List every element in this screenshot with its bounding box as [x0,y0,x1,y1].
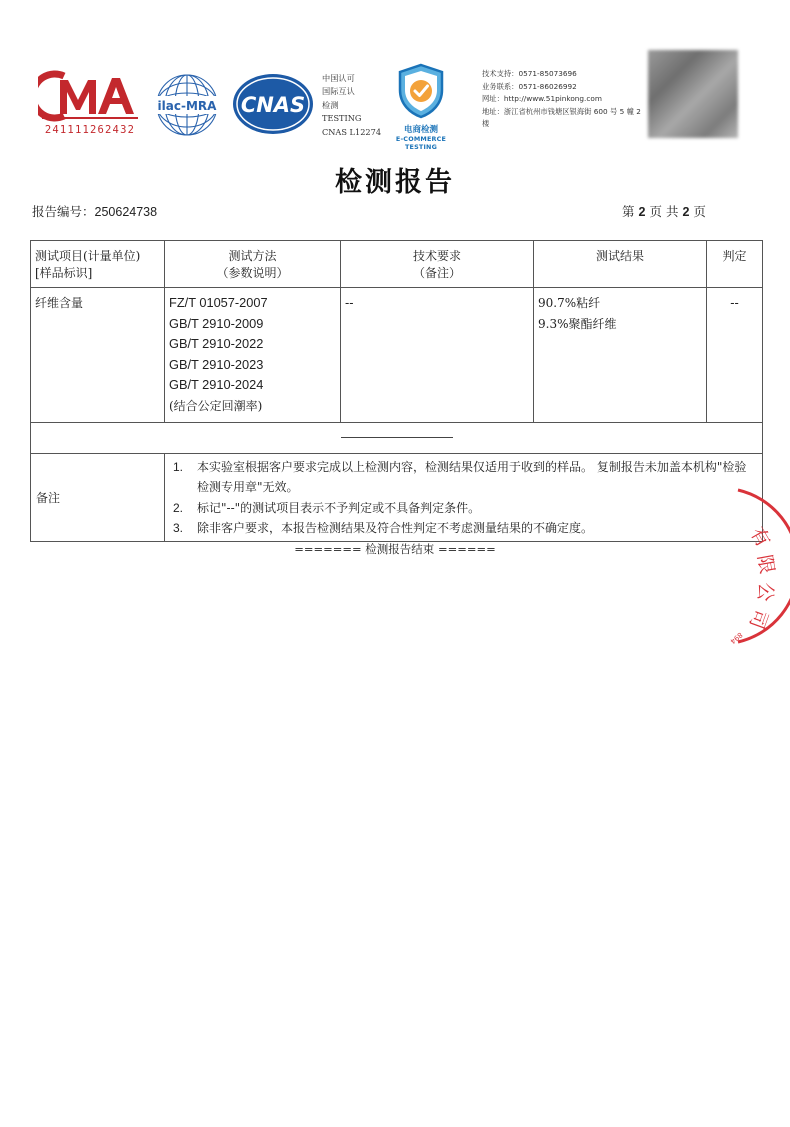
website-line: 网址：http://www.51pinkong.com [482,94,602,104]
ilac-mra-logo [152,70,222,144]
header-item-line1: 测试项目(计量单位) [35,249,141,263]
cert-line: 国际互认 [322,86,355,97]
remarks-row [31,453,763,541]
cma-logo [38,70,142,136]
header-item-line2: [样品标识] [35,266,93,280]
qr-code-blurred [648,50,738,138]
report-title: 检测报告 [335,167,455,198]
page-indicator [622,202,706,220]
seal-char: 限 [753,553,779,576]
divider-row [31,422,763,453]
seal-char: 公 [753,581,777,603]
header-result [534,241,707,288]
report-end-mark: ======= 检测报告结束 ====== [294,542,496,556]
page-suffix: 页 [693,204,706,219]
cert-line: 中国认可 [322,73,355,83]
seal-char: 有 [745,523,775,551]
business-line: 业务联系：0571-86026992 [482,81,577,91]
method-standard: GB/T 2910-2023 [169,356,264,372]
tech-support-line: 技术支持：0571-85073696 [482,69,577,78]
remark-number: 1. [173,459,184,474]
method-standard: FZ/T 01057-2007 [169,295,268,310]
seal-digits: 894 [728,630,744,646]
method-note: (结合公定回潮率) [169,398,263,413]
remarks-content [165,453,763,541]
requirement-text: -- [345,295,354,310]
results-table [30,240,763,542]
ecommerce-testing-logo [382,62,460,151]
shield-check-icon [394,62,448,120]
header-method [165,241,341,288]
cert-line: 检测 [322,99,339,110]
cma-mark-icon [38,70,142,122]
cma-number: 241111262432 [44,124,136,136]
judgement-text: -- [730,295,739,310]
table-row [31,288,763,423]
report-number-value: 250624738 [94,205,158,219]
remark-item [169,498,756,519]
result-line: 90.7%粘纤 [538,296,601,310]
method-standard: GB/T 2910-2022 [169,336,264,352]
header-method-line1: 测试方法 [228,249,277,263]
page-middle: 页 共 [649,204,679,219]
remark-item [169,457,756,498]
cert-line: CNAS L12274 [322,126,382,137]
remark-number: 3. [173,521,184,536]
header-req-line2: （备注） [412,266,461,280]
remark-text: 除非客户要求，本报告检测结果及符合性判定不考虑测量结果的不确定度。 [197,521,594,536]
header-req-line1: 技术要求 [412,249,461,263]
header-judge-text: 判定 [722,249,747,263]
seal-char: 司 [744,606,772,632]
method-standard: GB/T 2910-2009 [169,315,264,331]
remark-text: 标记"--"的测试项目表示不予判定或不具备判定条件。 [197,500,481,515]
report-number [32,202,157,220]
remark-text: 本实验室根据客户要求完成以上检测内容，检测结果仅适用于收到的样品。 复制报告未加盖本机构"检验检测专用章"无效。 [197,459,747,495]
ilac-globe-icon [152,70,222,140]
cell-judgement [707,288,763,423]
remark-item [169,518,756,539]
cnas-label: CNAS [240,93,306,117]
header-item [31,241,165,288]
ecommerce-subtitle: E-COMMERCE TESTING [395,135,447,151]
table-header-row [31,241,763,288]
result-line: 9.3%聚酯纤维 [538,316,617,331]
cell-method [165,288,341,423]
remarks-label: 备注 [31,453,165,541]
cert-line: TESTING [322,113,362,124]
cell-requirement [341,288,534,423]
ilac-label: ilac-MRA [157,99,217,113]
contact-block [482,68,642,131]
page-total: 2 [682,205,690,219]
cell-result [534,288,707,423]
divider-line [341,437,453,438]
item-text: 纤维含量 [35,296,84,310]
accreditation-text [322,72,381,139]
cnas-mark-icon [230,72,316,136]
ecommerce-title: 电商检测 [403,125,438,135]
method-standard: GB/T 2910-2024 [169,377,264,393]
page-prefix: 第 [622,204,635,219]
header-method-line2: （参数说明） [216,266,289,280]
divider-cell [31,422,763,453]
cnas-logo [230,72,316,140]
report-number-label: 报告编号： [32,204,95,219]
header-judgement [707,241,763,288]
header-result-text: 测试结果 [595,249,644,263]
address-line: 地址：浙江省杭州市钱塘区银海街 600 号 5 幢 2 楼 [482,106,641,129]
page-current: 2 [638,205,646,219]
remark-number: 2. [173,500,184,515]
header-requirement [341,241,534,288]
cell-item [31,288,165,423]
